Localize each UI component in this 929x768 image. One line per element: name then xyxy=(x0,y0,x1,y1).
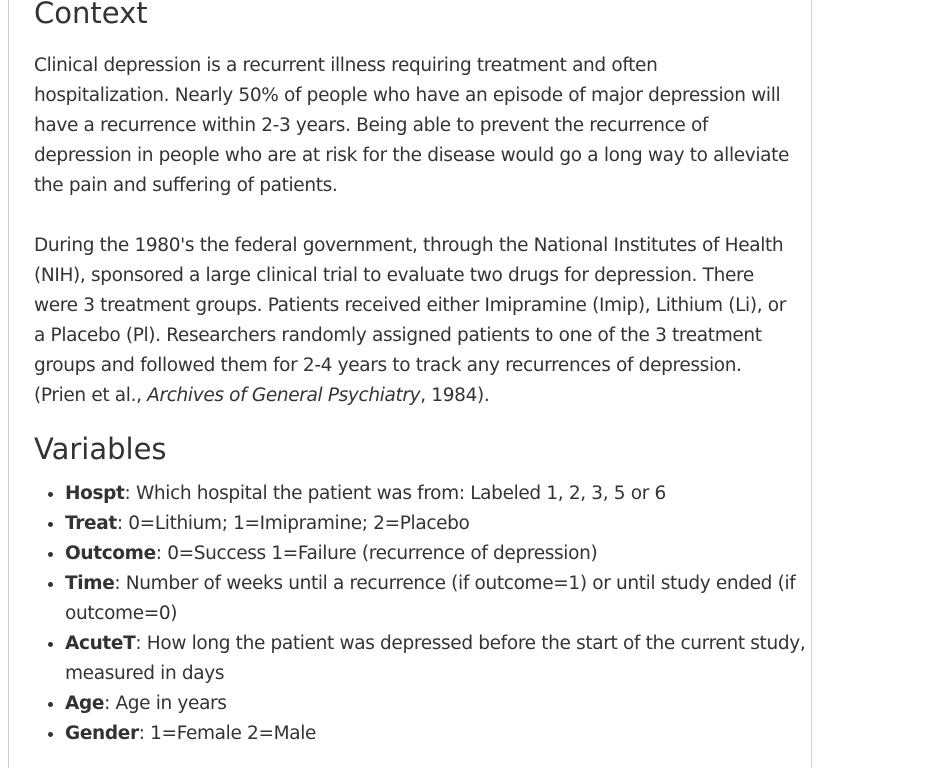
context-paragraph-2 xyxy=(34,231,794,411)
variable-name: Time xyxy=(65,573,115,594)
list-item xyxy=(65,569,825,629)
citation-suffix: , 1984). xyxy=(420,385,490,406)
variable-description: : How long the patient was depressed before the start of the current study, measured in days xyxy=(65,633,806,684)
variable-description: : 0=Lithium; 1=Imipramine; 2=Placebo xyxy=(116,513,470,534)
citation-prefix: (Prien et al., xyxy=(34,385,148,406)
variable-name: Gender xyxy=(65,723,139,744)
context-paragraph-1: Clinical depression is a recurrent illness requiring treatment and often hospitalization. Nearly 50% of people who have an episode of major depression will have a recurrence within 2-3 years. Being able to prevent the recurrence of depression in people who are at risk for the disease would go a long way to alleviate the pain and suffering of patients. xyxy=(34,55,790,196)
list-item xyxy=(65,479,825,509)
variable-name: Age xyxy=(65,693,105,714)
variable-description: : Age in years xyxy=(104,693,227,714)
variable-description: : Number of weeks until a recurrence (if outcome=1) or until study ended (if outcome=0) xyxy=(65,573,796,624)
list-item xyxy=(65,689,825,719)
variable-name: Treat xyxy=(65,513,117,534)
variable-name: Hospt xyxy=(65,483,125,504)
context-heading: Context xyxy=(34,0,148,30)
variable-name: AcuteT xyxy=(65,633,136,654)
variable-description: : 0=Success 1=Failure (recurrence of depression) xyxy=(155,543,598,564)
variable-name: Outcome xyxy=(65,543,156,564)
citation-journal: Archives of General Psychiatry xyxy=(147,385,421,406)
list-item xyxy=(65,629,825,689)
variables-heading: Variables xyxy=(34,432,167,466)
context-paragraph-2-text: During the 1980's the federal government, through the National Institutes of Health (NIH), sponsored a large clinical trial to evaluate two drugs for depression. There were 3 treatment groups. Patients received either Imipramine (Imip), Lithium (Li), or a Placebo (Pl). Researchers randomly assigned patients to one of the 3 treatment groups and followed them for 2-4 years to track any recurrences of depression. xyxy=(34,235,786,376)
list-item xyxy=(65,539,825,569)
content-panel xyxy=(8,0,812,768)
variable-description: : 1=Female 2=Male xyxy=(138,723,317,744)
variable-description: : Which hospital the patient was from: Labeled 1, 2, 3, 5 or 6 xyxy=(124,483,666,504)
variables-list xyxy=(34,479,825,749)
list-item xyxy=(65,509,825,539)
list-item xyxy=(65,719,825,749)
